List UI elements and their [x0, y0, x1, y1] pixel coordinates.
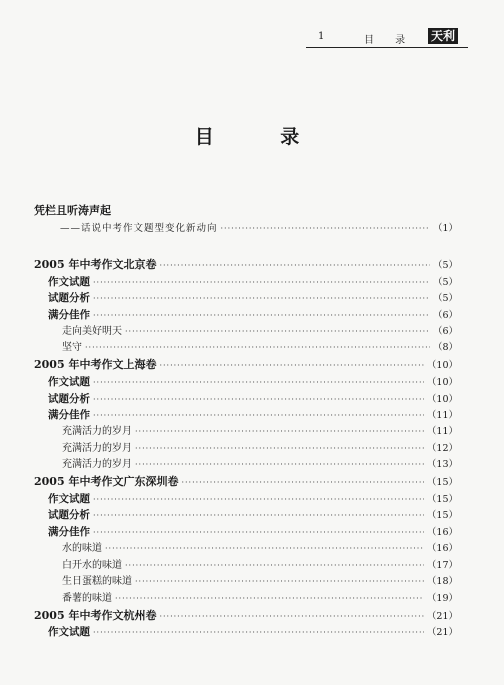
- leader-dots: [115, 591, 424, 607]
- toc-item-text: 试题分析: [48, 509, 90, 521]
- toc-page-number: （15）: [426, 494, 458, 505]
- toc-page-number: （5）: [432, 260, 458, 271]
- toc-essay[interactable]: [62, 591, 458, 607]
- toc-page-number: （18）: [426, 576, 458, 587]
- toc-item-text: 试题分析: [48, 292, 90, 304]
- leader-dots: [135, 574, 424, 590]
- leader-dots: [125, 324, 430, 340]
- toc-page-number: （10）: [426, 394, 458, 405]
- toc-essay-text: 走向美好明天: [62, 326, 122, 337]
- toc-item[interactable]: [48, 524, 458, 540]
- toc-section-title[interactable]: [34, 257, 458, 273]
- toc-page-number: （21）: [426, 611, 458, 622]
- toc-item[interactable]: [48, 307, 458, 323]
- leader-dots: [221, 221, 430, 237]
- toc-essay[interactable]: [62, 324, 458, 340]
- toc-essay-text: 生日蛋糕的味道: [62, 576, 132, 587]
- toc-page-number: （6）: [432, 326, 458, 337]
- toc-essay[interactable]: [62, 424, 458, 440]
- leader-dots: [105, 541, 424, 557]
- toc-item[interactable]: [48, 290, 458, 306]
- toc-page-number: （11）: [426, 426, 458, 437]
- toc-item[interactable]: [48, 407, 458, 423]
- toc-essay[interactable]: [62, 558, 458, 574]
- running-header: [306, 28, 468, 46]
- toc-page-number: （5）: [432, 293, 458, 304]
- toc-section-title[interactable]: [34, 608, 458, 624]
- toc-page-number: （15）: [426, 477, 458, 488]
- leader-dots: [93, 275, 430, 291]
- toc-item-text: 满分佳作: [48, 409, 90, 421]
- leader-dots: [93, 625, 424, 641]
- leader-dots: [85, 340, 430, 356]
- leader-dots: [159, 358, 423, 374]
- page-title: 目 录: [194, 126, 330, 148]
- toc-item[interactable]: [48, 624, 458, 640]
- toc-item[interactable]: [48, 391, 458, 407]
- toc-page-number: （19）: [426, 593, 458, 604]
- toc-essay[interactable]: [62, 574, 458, 590]
- leader-dots: [93, 525, 424, 541]
- leader-dots: [181, 475, 423, 491]
- leader-dots: [93, 308, 430, 324]
- toc-essay[interactable]: [62, 457, 458, 473]
- toc-essay-text: 白开水的味道: [62, 560, 122, 571]
- leader-dots: [93, 408, 424, 424]
- leader-dots: [93, 392, 424, 408]
- leader-dots: [159, 258, 430, 274]
- toc-item-text: 满分佳作: [48, 309, 90, 321]
- leader-dots: [159, 609, 423, 625]
- header-title: 目 录: [364, 35, 415, 46]
- toc-essay-text: 充满活力的岁月: [62, 426, 132, 437]
- toc-page-number: （10）: [426, 377, 458, 388]
- leader-dots: [93, 508, 424, 524]
- header-rule: [306, 47, 468, 48]
- toc-page-number: （16）: [426, 527, 458, 538]
- toc-item-text: 满分佳作: [48, 526, 90, 538]
- leader-dots: [125, 558, 424, 574]
- toc-page-number: （15）: [426, 510, 458, 521]
- toc-essay[interactable]: [62, 340, 458, 356]
- toc-page-number: （8）: [432, 342, 458, 353]
- leader-dots: [135, 441, 424, 457]
- toc-intro-title-text: 凭栏且听涛声起: [34, 204, 111, 217]
- toc-page-number: （11）: [426, 410, 458, 421]
- toc-page-number: （10）: [426, 360, 458, 371]
- toc-page-number: （21）: [426, 627, 458, 638]
- toc-item-text: 作文试题: [48, 626, 90, 638]
- toc-essay-text: 坚守: [62, 342, 82, 353]
- toc-item-text: 试题分析: [48, 393, 90, 405]
- toc-page-number: （1）: [432, 223, 458, 234]
- leader-dots: [93, 492, 424, 508]
- toc-essay-text: 番薯的味道: [62, 593, 112, 604]
- leader-dots: [135, 424, 424, 440]
- toc-page-number: （16）: [426, 543, 458, 554]
- leader-dots: [135, 457, 424, 473]
- toc-section-title[interactable]: [34, 357, 458, 373]
- toc-page-number: （17）: [426, 560, 458, 571]
- toc-section-title-text: 2005 年中考作文杭州卷: [34, 609, 157, 622]
- toc-intro-subtitle-text: ——话说中考作文题型变化新动向: [60, 223, 218, 234]
- header-page-number: 1: [318, 31, 325, 42]
- toc-section-title-text: 2005 年中考作文上海卷: [34, 358, 157, 371]
- toc-item-text: 作文试题: [48, 493, 90, 505]
- toc-page-number: （6）: [432, 310, 458, 321]
- toc-essay-text: 水的味道: [62, 543, 102, 554]
- toc-essay[interactable]: [62, 541, 458, 557]
- toc-intro-subtitle[interactable]: [60, 221, 458, 237]
- toc-section-title-text: 2005 年中考作文广东深圳卷: [34, 475, 179, 488]
- toc-item[interactable]: [48, 507, 458, 523]
- toc-item[interactable]: [48, 274, 458, 290]
- toc-section-title[interactable]: [34, 474, 458, 490]
- toc-intro-title[interactable]: [34, 203, 464, 219]
- leader-dots: [93, 291, 430, 307]
- toc-essay-text: 充满活力的岁月: [62, 459, 132, 470]
- toc-page-number: （5）: [432, 277, 458, 288]
- toc-page-number: （12）: [426, 443, 458, 454]
- toc-section-title-text: 2005 年中考作文北京卷: [34, 258, 157, 271]
- toc-item-text: 作文试题: [48, 276, 90, 288]
- toc-item[interactable]: [48, 491, 458, 507]
- leader-dots: [93, 375, 424, 391]
- toc-essay[interactable]: [62, 441, 458, 457]
- brand-logo: 天利: [428, 28, 458, 44]
- toc-item-text: 作文试题: [48, 376, 90, 388]
- toc-essay-text: 充满活力的岁月: [62, 443, 132, 454]
- toc-item[interactable]: [48, 374, 458, 390]
- toc-page-number: （13）: [426, 459, 458, 470]
